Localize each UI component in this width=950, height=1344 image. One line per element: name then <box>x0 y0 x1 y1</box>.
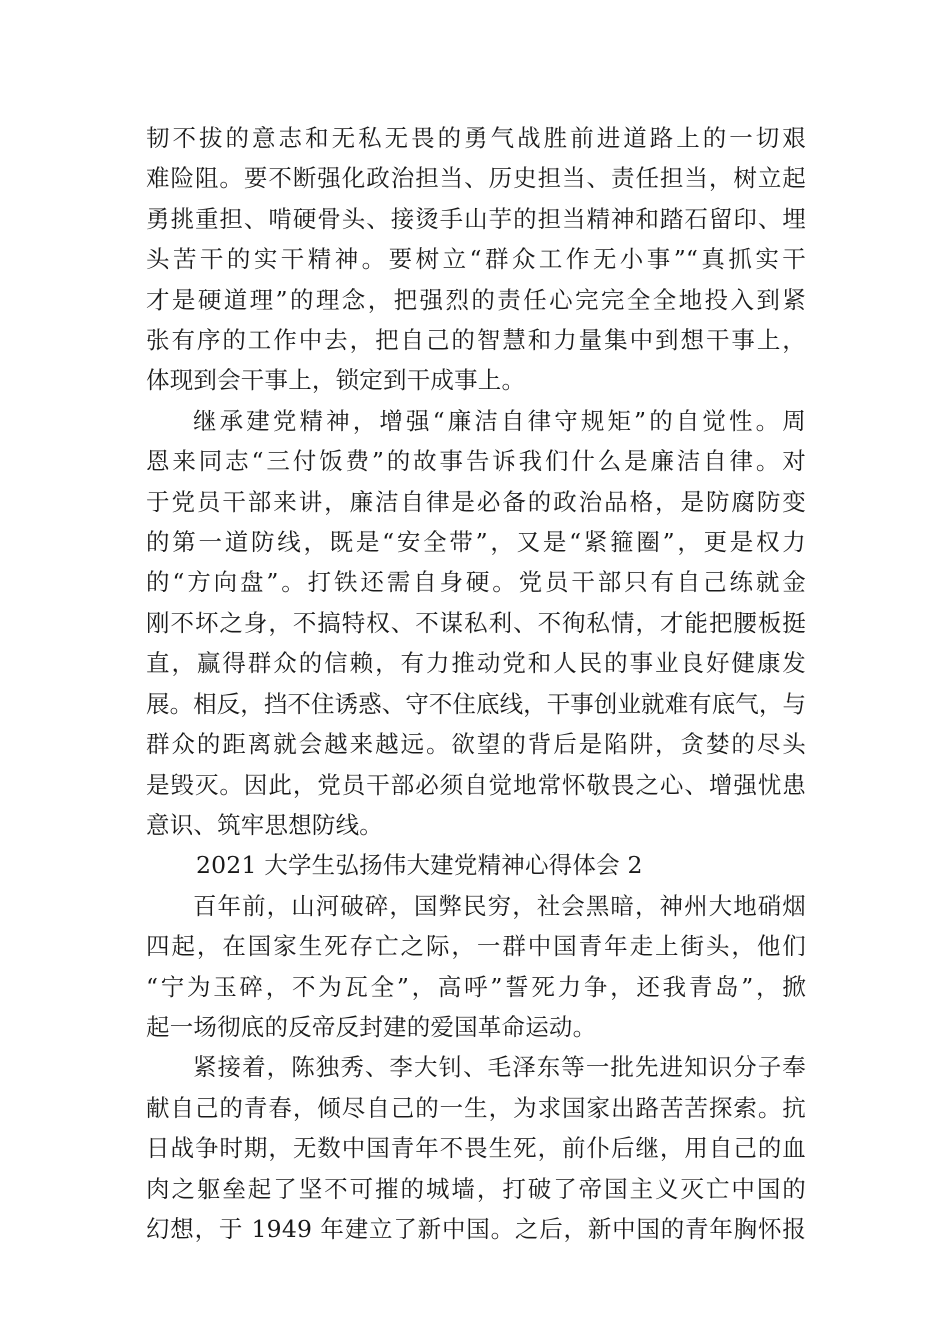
heading-text: 2021 大学生弘扬伟大建党精神心得体会 2 <box>196 851 643 880</box>
text-line: 张有序的工作中去，把自己的智慧和力量集中到想干事上， <box>146 326 806 355</box>
paragraph-3 <box>146 886 806 1048</box>
text-line: 四起，在国家生死存亡之际，一群中国青年走上街头，他们 <box>146 932 806 961</box>
text-line: “宁为玉碎，不为瓦全”，高呼”誓死力争，还我青岛”，掀 <box>146 972 806 1001</box>
document-body <box>146 118 806 1249</box>
text-line: 献自己的青春，倾尽自己的一生，为求国家出路苦苦探索。抗 <box>146 1093 806 1122</box>
text-line: 紧接着，陈独秀、李大钊、毛泽东等一批先进知识分子奉 <box>193 1053 806 1082</box>
text-line: 日战争时期，无数中国青年不畏生死，前仆后继，用自己的血 <box>146 1134 806 1163</box>
text-line: 展。相反，挡不住诱惑、守不住底线，干事创业就难有底气，与 <box>146 689 806 718</box>
text-line: 恩来同志“三付饭费”的故事告诉我们什么是廉洁自律。对 <box>146 447 806 476</box>
section-heading <box>146 845 806 885</box>
text-line: 的“方向盘”。打铁还需自身硬。党员干部只有自己练就金 <box>146 568 806 597</box>
paragraph-1 <box>146 118 806 401</box>
text-line: 起一场彻底的反帝反封建的爱国革命运动。 <box>146 1012 597 1041</box>
text-line: 韧不拔的意志和无私无畏的勇气战胜前进道路上的一切艰 <box>146 124 806 152</box>
paragraph-4 <box>146 1047 806 1249</box>
paragraph-2 <box>146 401 806 845</box>
text-line: 才是硬道理”的理念，把强烈的责任心完完全全地投入到紧 <box>146 285 806 314</box>
text-line: 难险阻。要不断强化政治担当、历史担当、责任担当，树立起 <box>146 164 806 193</box>
text-line: 勇挑重担、啃硬骨头、接烫手山芋的担当精神和踏石留印、埋 <box>146 204 806 233</box>
text-line: 继承建党精神，增强“廉洁自律守规矩”的自觉性。周 <box>193 406 806 435</box>
text-line: 意识、筑牢思想防线。 <box>146 810 383 839</box>
text-line: 于党员干部来讲，廉洁自律是必备的政治品格，是防腐防变 <box>146 487 806 516</box>
text-line: 幻想，于 1949 年建立了新中国。之后，新中国的青年胸怀报 <box>146 1214 806 1243</box>
text-line: 百年前，山河破碎，国弊民穷，社会黑暗，神州大地硝烟 <box>193 891 806 920</box>
text-line: 头苦干的实干精神。要树立“群众工作无小事”“真抓实干 <box>146 245 806 274</box>
text-line: 刚不坏之身，不搞特权、不谋私利、不徇私情，才能把腰板挺 <box>146 608 806 637</box>
text-line: 群众的距离就会越来越远。欲望的背后是陷阱，贪婪的尽头 <box>146 730 806 759</box>
text-line: 的第一道防线，既是“安全带”，又是“紧箍圈”，更是权力 <box>146 528 806 557</box>
text-line: 直，赢得群众的信赖，有力推动党和人民的事业良好健康发 <box>146 649 806 678</box>
text-line: 体现到会干事上，锁定到干成事上。 <box>146 366 526 395</box>
text-line: 肉之躯垒起了坚不可摧的城墙，打破了帝国主义灭亡中国的 <box>146 1174 806 1203</box>
text-line: 是毁灭。因此，党员干部必须自觉地常怀敬畏之心、增强忧患 <box>146 770 806 799</box>
